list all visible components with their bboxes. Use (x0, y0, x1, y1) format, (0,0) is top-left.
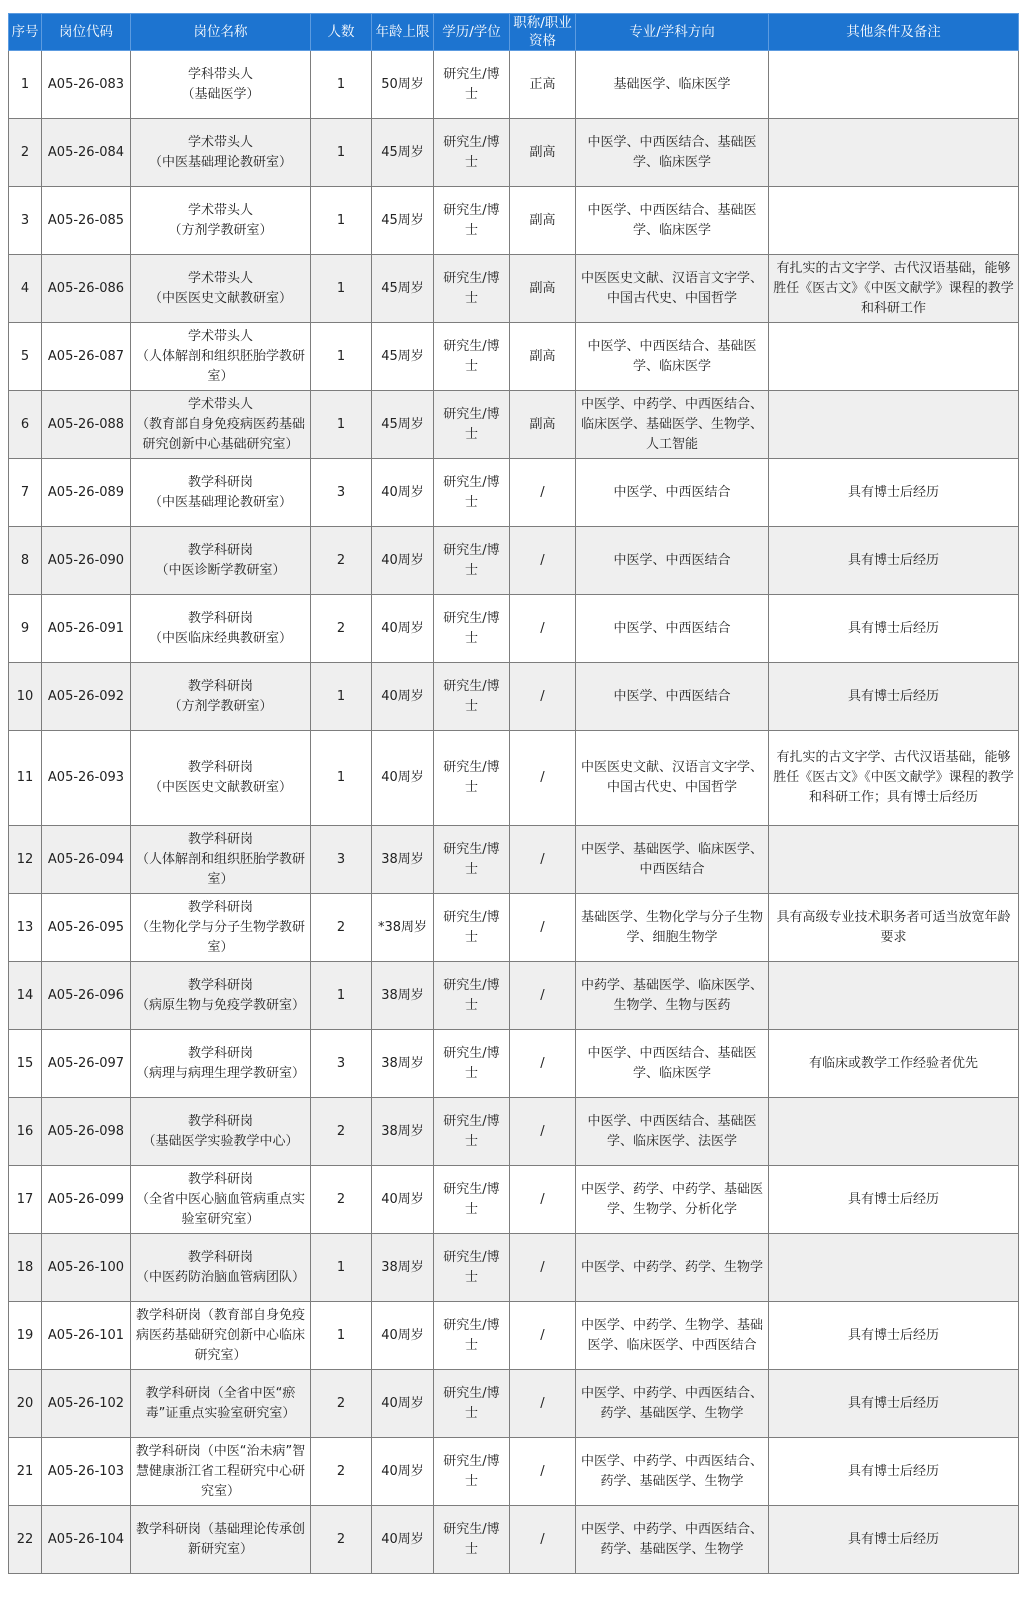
cell-title: / (510, 1438, 576, 1506)
cell-education: 研究生/博士 (434, 1438, 510, 1506)
cell-major: 基础医学、临床医学 (576, 51, 769, 119)
cell-age: 40周岁 (372, 1370, 434, 1438)
cell-code: A05-26-092 (42, 663, 131, 731)
cell-name-line: （中医药防治脑血管病团队） (135, 1269, 305, 1285)
cell-education: 研究生/博士 (434, 731, 510, 826)
header-count: 人数 (311, 14, 372, 51)
cell-major: 中医学、中药学、中西医结合、临床医学、基础医学、生物学、人工智能 (576, 391, 769, 459)
cell-note: 具有博士后经历 (769, 663, 1019, 731)
cell-code: A05-26-098 (42, 1098, 131, 1166)
cell-note: 具有博士后经历 (769, 1166, 1019, 1234)
table-row (9, 826, 1019, 894)
cell-note: 具有博士后经历 (769, 459, 1019, 527)
cell-no: 3 (9, 187, 42, 255)
cell-code: A05-26-084 (42, 119, 131, 187)
header-age: 年龄上限 (372, 14, 434, 51)
header-row (9, 14, 1019, 51)
cell-name (131, 1166, 311, 1234)
cell-name-line: 教学科研岗 (187, 678, 253, 694)
cell-count: 1 (311, 119, 372, 187)
cell-count: 2 (311, 527, 372, 595)
cell-count: 2 (311, 595, 372, 663)
cell-name (131, 1438, 311, 1506)
table-row (9, 187, 1019, 255)
table-row (9, 1506, 1019, 1574)
header-code: 岗位代码 (42, 14, 131, 51)
cell-name-line: （人体解剖和组织胚胎学教研室） (135, 348, 305, 384)
cell-major: 中医学、中西医结合、基础医学、临床医学 (576, 323, 769, 391)
cell-code: A05-26-088 (42, 391, 131, 459)
cell-code: A05-26-100 (42, 1234, 131, 1302)
cell-name-line: 教学科研岗 (187, 542, 253, 558)
cell-education: 研究生/博士 (434, 1098, 510, 1166)
cell-note (769, 119, 1019, 187)
cell-no: 9 (9, 595, 42, 663)
cell-count: 3 (311, 459, 372, 527)
cell-name-line: 学术带头人 (187, 396, 253, 412)
cell-note (769, 391, 1019, 459)
cell-count: 2 (311, 1098, 372, 1166)
cell-note: 具有博士后经历 (769, 527, 1019, 595)
cell-code: A05-26-085 (42, 187, 131, 255)
cell-title: / (510, 663, 576, 731)
cell-education: 研究生/博士 (434, 1302, 510, 1370)
cell-code: A05-26-087 (42, 323, 131, 391)
cell-name (131, 1030, 311, 1098)
cell-code: A05-26-104 (42, 1506, 131, 1574)
cell-name-line: 学术带头人 (187, 134, 253, 150)
cell-education: 研究生/博士 (434, 187, 510, 255)
cell-name-line: 教学科研岗 (187, 474, 253, 490)
cell-name-line: 教学科研岗 (187, 610, 253, 626)
table-row (9, 527, 1019, 595)
cell-major: 中医医史文献、汉语言文字学、中国古代史、中国哲学 (576, 731, 769, 826)
cell-count: 2 (311, 1438, 372, 1506)
cell-name (131, 51, 311, 119)
cell-no: 14 (9, 962, 42, 1030)
cell-no: 13 (9, 894, 42, 962)
cell-note: 具有博士后经历 (769, 1302, 1019, 1370)
cell-no: 21 (9, 1438, 42, 1506)
cell-major: 中医学、中药学、生物学、基础医学、临床医学、中西医结合 (576, 1302, 769, 1370)
cell-title: 副高 (510, 187, 576, 255)
cell-name-line: （中医医史文献教研室） (148, 780, 292, 795)
cell-education: 研究生/博士 (434, 1166, 510, 1234)
cell-name-line: 教学科研岗（中医“治未病”智慧健康浙江省工程研究中心研究室） (135, 1443, 306, 1499)
cell-note: 具有博士后经历 (769, 1438, 1019, 1506)
cell-title: / (510, 731, 576, 826)
cell-no: 20 (9, 1370, 42, 1438)
table-row (9, 595, 1019, 663)
cell-education: 研究生/博士 (434, 459, 510, 527)
cell-major: 中医学、中药学、中西医结合、药学、基础医学、生物学 (576, 1438, 769, 1506)
table-row (9, 1234, 1019, 1302)
cell-name (131, 731, 311, 826)
table-row (9, 663, 1019, 731)
cell-code: A05-26-095 (42, 894, 131, 962)
cell-code: A05-26-089 (42, 459, 131, 527)
cell-education: 研究生/博士 (434, 826, 510, 894)
cell-title: 正高 (510, 51, 576, 119)
header-education: 学历/学位 (434, 14, 510, 51)
cell-name-line: （全省中医心脑血管病重点实验室研究室） (135, 1191, 305, 1227)
cell-education: 研究生/博士 (434, 1506, 510, 1574)
cell-name (131, 595, 311, 663)
cell-count: 1 (311, 51, 372, 119)
cell-education: 研究生/博士 (434, 1030, 510, 1098)
cell-name-line: 学术带头人 (187, 328, 253, 344)
cell-age: 40周岁 (372, 595, 434, 663)
cell-education: 研究生/博士 (434, 527, 510, 595)
table-row (9, 1166, 1019, 1234)
cell-note (769, 1098, 1019, 1166)
cell-note: 具有博士后经历 (769, 1370, 1019, 1438)
cell-name-line: （中医诊断学教研室） (155, 562, 286, 578)
cell-name (131, 1098, 311, 1166)
cell-code: A05-26-101 (42, 1302, 131, 1370)
cell-code: A05-26-099 (42, 1166, 131, 1234)
cell-title: 副高 (510, 255, 576, 323)
cell-age: 45周岁 (372, 255, 434, 323)
cell-age: 38周岁 (372, 826, 434, 894)
cell-name-line: （基础医学实验教学中心） (142, 1133, 299, 1149)
cell-age: 50周岁 (372, 51, 434, 119)
cell-count: 2 (311, 1166, 372, 1234)
header-major: 专业/学科方向 (576, 14, 769, 51)
cell-note (769, 187, 1019, 255)
cell-name-line: （方剂学教研室） (168, 222, 273, 238)
cell-name-line: （中医基础理论教研室） (148, 154, 292, 170)
cell-age: 40周岁 (372, 1302, 434, 1370)
cell-age: 38周岁 (372, 1234, 434, 1302)
cell-code: A05-26-086 (42, 255, 131, 323)
cell-name-line: （生物化学与分子生物学教研室） (135, 919, 305, 955)
cell-code: A05-26-094 (42, 826, 131, 894)
cell-count: 2 (311, 894, 372, 962)
cell-title: 副高 (510, 119, 576, 187)
cell-name-line: （中医临床经典教研室） (148, 630, 292, 646)
cell-title: / (510, 1506, 576, 1574)
cell-age: 40周岁 (372, 1438, 434, 1506)
cell-title: / (510, 1166, 576, 1234)
cell-education: 研究生/博士 (434, 595, 510, 663)
table-row (9, 962, 1019, 1030)
cell-no: 15 (9, 1030, 42, 1098)
cell-name (131, 323, 311, 391)
cell-name-line: 学术带头人 (187, 270, 253, 286)
cell-name (131, 1370, 311, 1438)
cell-age: 45周岁 (372, 187, 434, 255)
table-row (9, 51, 1019, 119)
cell-name (131, 663, 311, 731)
cell-education: 研究生/博士 (434, 663, 510, 731)
cell-title: / (510, 1302, 576, 1370)
cell-note: 具有博士后经历 (769, 595, 1019, 663)
cell-name-line: （教育部自身免疫病医药基础研究创新中心基础研究室） (135, 416, 305, 452)
cell-title: / (510, 962, 576, 1030)
cell-count: 1 (311, 731, 372, 826)
cell-count: 1 (311, 1234, 372, 1302)
cell-major: 中医学、中西医结合、基础医学、临床医学 (576, 1030, 769, 1098)
cell-name-line: 教学科研岗 (187, 831, 253, 847)
cell-count: 3 (311, 826, 372, 894)
cell-name (131, 391, 311, 459)
cell-note (769, 962, 1019, 1030)
cell-major: 中医学、中西医结合 (576, 459, 769, 527)
cell-no: 22 (9, 1506, 42, 1574)
cell-major: 中医学、中西医结合 (576, 595, 769, 663)
cell-name-line: 学科带头人 (187, 66, 253, 82)
cell-code: A05-26-097 (42, 1030, 131, 1098)
cell-education: 研究生/博士 (434, 962, 510, 1030)
table-row (9, 1030, 1019, 1098)
cell-name (131, 962, 311, 1030)
cell-count: 1 (311, 1302, 372, 1370)
cell-age: 40周岁 (372, 663, 434, 731)
cell-code: A05-26-102 (42, 1370, 131, 1438)
cell-count: 3 (311, 1030, 372, 1098)
cell-major: 中医学、药学、中药学、基础医学、生物学、分析化学 (576, 1166, 769, 1234)
cell-name (131, 1302, 311, 1370)
cell-age: 40周岁 (372, 527, 434, 595)
cell-no: 8 (9, 527, 42, 595)
cell-note: 有扎实的古文字学、古代汉语基础，能够胜任《医古文》《中医文献学》课程的教学和科研工作；具有博士后经历 (769, 731, 1019, 826)
cell-name-line: （病原生物与免疫学教研室） (135, 997, 305, 1013)
cell-note: 有扎实的古文字学、古代汉语基础，能够胜任《医古文》《中医文献学》课程的教学和科研工作 (769, 255, 1019, 323)
cell-note (769, 323, 1019, 391)
cell-education: 研究生/博士 (434, 119, 510, 187)
header-name: 岗位名称 (131, 14, 311, 51)
table-row (9, 255, 1019, 323)
table-row (9, 894, 1019, 962)
recruitment-table (8, 13, 1019, 1574)
cell-title: / (510, 527, 576, 595)
cell-age: 45周岁 (372, 391, 434, 459)
cell-education: 研究生/博士 (434, 323, 510, 391)
cell-no: 7 (9, 459, 42, 527)
cell-age: 40周岁 (372, 1166, 434, 1234)
cell-education: 研究生/博士 (434, 894, 510, 962)
cell-name (131, 826, 311, 894)
cell-code: A05-26-083 (42, 51, 131, 119)
cell-no: 19 (9, 1302, 42, 1370)
cell-title: / (510, 1098, 576, 1166)
cell-code: A05-26-103 (42, 1438, 131, 1506)
cell-name-line: 教学科研岗 (187, 760, 253, 775)
cell-no: 18 (9, 1234, 42, 1302)
cell-major: 中医学、中西医结合、基础医学、临床医学、法医学 (576, 1098, 769, 1166)
cell-code: A05-26-090 (42, 527, 131, 595)
cell-no: 5 (9, 323, 42, 391)
cell-no: 17 (9, 1166, 42, 1234)
cell-note: 具有高级专业技术职务者可适当放宽年龄要求 (769, 894, 1019, 962)
cell-age: 40周岁 (372, 731, 434, 826)
cell-count: 2 (311, 1370, 372, 1438)
table-row (9, 119, 1019, 187)
cell-title: / (510, 1234, 576, 1302)
cell-name (131, 255, 311, 323)
cell-name-line: （基础医学） (181, 86, 260, 102)
table-row (9, 1438, 1019, 1506)
cell-education: 研究生/博士 (434, 51, 510, 119)
cell-code: A05-26-091 (42, 595, 131, 663)
table-row (9, 1370, 1019, 1438)
cell-name-line: 教学科研岗 (187, 899, 253, 915)
cell-name-line: 教学科研岗 (187, 977, 253, 993)
cell-name-line: 教学科研岗 (187, 1045, 253, 1061)
cell-name-line: 教学科研岗 (187, 1113, 253, 1129)
cell-title: / (510, 595, 576, 663)
header-title: 职称/职业资格 (510, 14, 576, 51)
cell-name-line: 教学科研岗 (187, 1171, 253, 1187)
cell-title: / (510, 894, 576, 962)
cell-name (131, 527, 311, 595)
cell-major: 中医学、基础医学、临床医学、中西医结合 (576, 826, 769, 894)
cell-name (131, 187, 311, 255)
cell-name (131, 1234, 311, 1302)
cell-name-line: 教学科研岗 (187, 1249, 253, 1265)
cell-major: 中医学、中西医结合 (576, 527, 769, 595)
cell-code: A05-26-096 (42, 962, 131, 1030)
cell-title: / (510, 826, 576, 894)
cell-note: 有临床或教学工作经验者优先 (769, 1030, 1019, 1098)
cell-name-line: 教学科研岗（基础理论传承创新研究室） (135, 1521, 305, 1557)
cell-no: 4 (9, 255, 42, 323)
cell-age: 38周岁 (372, 962, 434, 1030)
cell-age: 45周岁 (372, 323, 434, 391)
table-row (9, 1302, 1019, 1370)
cell-name-line: 教学科研岗（教育部自身免疫病医药基础研究创新中心临床研究室） (135, 1307, 305, 1363)
cell-age: 38周岁 (372, 1030, 434, 1098)
cell-age: *38周岁 (372, 894, 434, 962)
cell-note (769, 51, 1019, 119)
cell-count: 1 (311, 255, 372, 323)
cell-major: 中药学、基础医学、临床医学、生物学、生物与医药 (576, 962, 769, 1030)
table-row (9, 391, 1019, 459)
cell-education: 研究生/博士 (434, 391, 510, 459)
cell-title: / (510, 459, 576, 527)
cell-count: 1 (311, 663, 372, 731)
cell-code: A05-26-093 (42, 731, 131, 826)
cell-major: 中医学、中药学、中西医结合、药学、基础医学、生物学 (576, 1370, 769, 1438)
cell-note (769, 1234, 1019, 1302)
cell-education: 研究生/博士 (434, 1370, 510, 1438)
cell-name-line: 教学科研岗（全省中医“瘀毒”证重点实验室研究室） (145, 1385, 296, 1421)
cell-name (131, 894, 311, 962)
cell-no: 16 (9, 1098, 42, 1166)
cell-major: 中医学、中药学、药学、生物学 (576, 1234, 769, 1302)
header-note: 其他条件及备注 (769, 14, 1019, 51)
cell-title: / (510, 1030, 576, 1098)
cell-name-line: （人体解剖和组织胚胎学教研室） (135, 851, 305, 887)
cell-education: 研究生/博士 (434, 255, 510, 323)
cell-no: 6 (9, 391, 42, 459)
cell-note (769, 826, 1019, 894)
cell-age: 38周岁 (372, 1098, 434, 1166)
cell-age: 40周岁 (372, 1506, 434, 1574)
cell-major: 中医学、中西医结合 (576, 663, 769, 731)
cell-name-line: （方剂学教研室） (168, 698, 273, 714)
cell-title: / (510, 1370, 576, 1438)
table-row (9, 459, 1019, 527)
cell-no: 10 (9, 663, 42, 731)
cell-name (131, 119, 311, 187)
cell-count: 1 (311, 391, 372, 459)
cell-name (131, 459, 311, 527)
cell-no: 2 (9, 119, 42, 187)
cell-note: 具有博士后经历 (769, 1506, 1019, 1574)
cell-name-line: 学术带头人 (187, 202, 253, 218)
cell-major: 中医学、中西医结合、基础医学、临床医学 (576, 119, 769, 187)
cell-no: 12 (9, 826, 42, 894)
cell-major: 中医学、中西医结合、基础医学、临床医学 (576, 187, 769, 255)
table-row (9, 323, 1019, 391)
cell-no: 1 (9, 51, 42, 119)
table-row (9, 1098, 1019, 1166)
cell-age: 40周岁 (372, 459, 434, 527)
cell-name (131, 1506, 311, 1574)
cell-title: 副高 (510, 391, 576, 459)
cell-major: 中医医史文献、汉语言文字学、中国古代史、中国哲学 (576, 255, 769, 323)
cell-name-line: （中医基础理论教研室） (148, 494, 292, 510)
cell-name-line: （病理与病理生理学教研室） (135, 1065, 305, 1081)
cell-count: 1 (311, 187, 372, 255)
cell-no: 11 (9, 731, 42, 826)
cell-title: 副高 (510, 323, 576, 391)
header-no: 序号 (9, 14, 42, 51)
cell-count: 1 (311, 962, 372, 1030)
cell-count: 1 (311, 323, 372, 391)
table-row (9, 731, 1019, 826)
cell-count: 2 (311, 1506, 372, 1574)
cell-name-line: （中医医史文献教研室） (148, 290, 292, 306)
cell-age: 45周岁 (372, 119, 434, 187)
cell-major: 基础医学、生物化学与分子生物学、细胞生物学 (576, 894, 769, 962)
cell-education: 研究生/博士 (434, 1234, 510, 1302)
cell-major: 中医学、中药学、中西医结合、药学、基础医学、生物学 (576, 1506, 769, 1574)
